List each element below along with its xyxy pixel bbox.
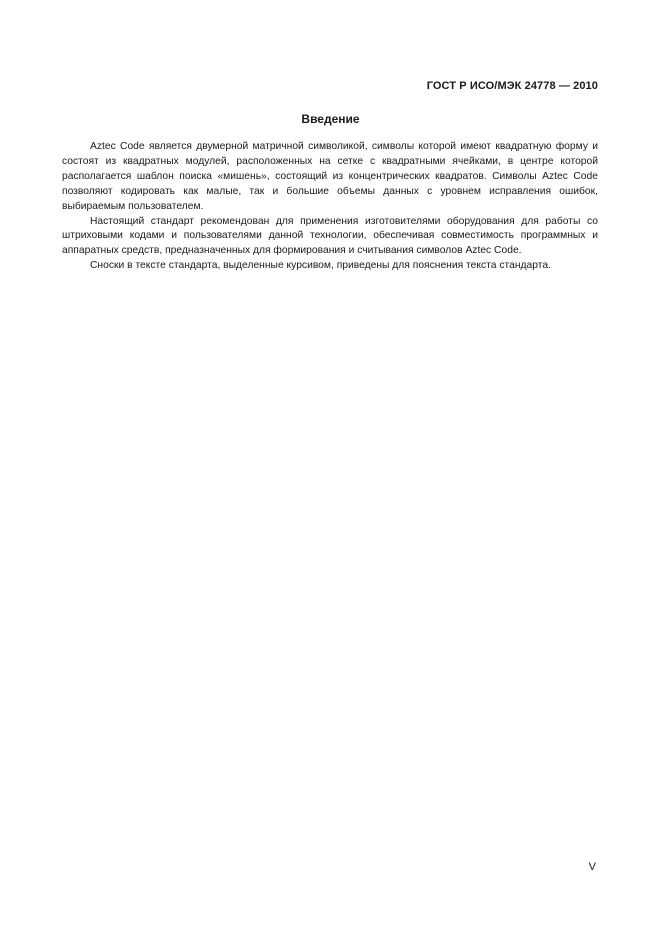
page-number: V: [588, 861, 596, 873]
paragraph-aztec-description: Aztec Code является двумерной матричной символикой, символы которой имеют квадратную форму и состоят из квадратных модулей, расположенных на сетке с квадратными ячейками, в центре которой располагается шаблон поиска «мишень», состоящий из концентрических квадратов. Символы Aztec Code позволяют кодировать как малые, так и большие объемы данных с уровнем исправления ошибок, выбираемым пользователем.: [62, 141, 598, 212]
paragraph-standard-purpose: Настоящий стандарт рекомендован для применения изготовителями оборудования для работы со штриховыми кодами и пользователями данной технологии, обеспечивая совместимость программных и аппаратных средств, предназначенных для формирования и считывания символов Aztec Code.: [62, 215, 598, 257]
standard-designation: ГОСТ Р ИСО/МЭК 24778 — 2010: [426, 80, 598, 92]
introduction-body: [62, 140, 598, 274]
section-title: Введение: [301, 112, 360, 126]
paragraph-footnotes-note: Сноски в тексте стандарта, выделенные курсивом, приведены для пояснения текста стандарта.: [90, 260, 551, 272]
